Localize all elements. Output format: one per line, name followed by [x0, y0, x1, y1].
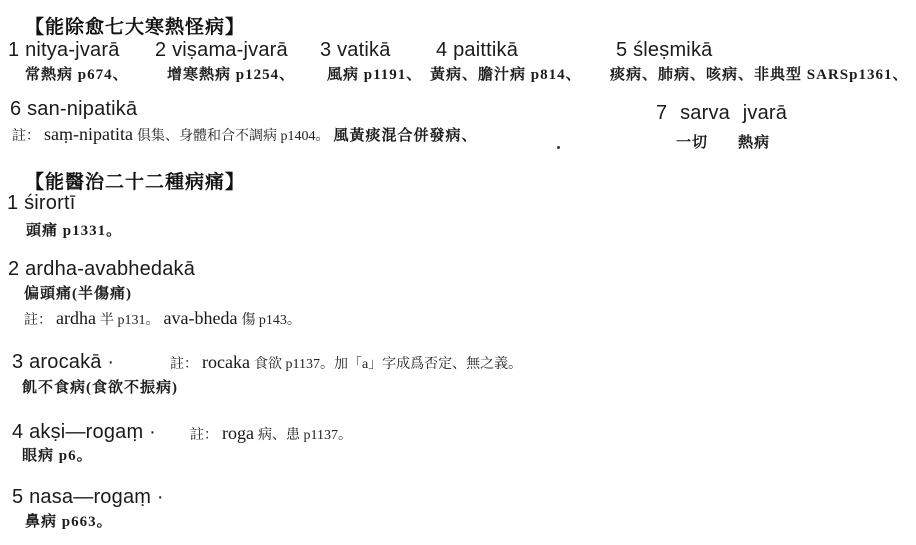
disease-term-1: 1 nitya-jvarā [8, 39, 120, 61]
disease-gloss-3: 風病 p1191、 [327, 67, 423, 83]
note-text: 俱集、身體和合不調病 p1404。 [136, 129, 330, 144]
note-term-latin: saṃ-nipatita [44, 124, 133, 144]
ailment-gloss-1: 頭痛 p1331。 [26, 223, 123, 239]
disease-gloss-1: 常熱病 p674、 [25, 67, 129, 83]
ailment-term-1: 1 śirortī [7, 192, 76, 214]
note-label: 註： [170, 357, 198, 372]
note-label: 註： [24, 313, 52, 328]
ailment-term-4: 4 akṣi—rogaṃ · [12, 421, 156, 443]
section2-heading: 【能醫治二十二種病痛】 [25, 172, 246, 193]
note-term-latin-1: ardha [56, 308, 96, 328]
ailment-gloss-4: 眼病 p6。 [22, 448, 93, 464]
note-text: 病、患 p1137。 [257, 428, 352, 443]
ailment-gloss-5: 鼻病 p663。 [25, 514, 113, 530]
disease-gloss-7 [676, 131, 770, 152]
disease-term-2: 2 viṣama-jvarā [155, 39, 288, 61]
ailment-gloss-2: 偏頭痛(半傷痛) [24, 286, 132, 302]
disease-term-5: 5 śleṣmikā [616, 39, 713, 61]
ink-speck [557, 146, 560, 149]
disease-term-7: 7 sarva jvarā [656, 102, 788, 124]
gloss-part-1: 一切 [676, 135, 709, 151]
disease-gloss-2: 增寒熱病 p1254、 [167, 67, 296, 83]
note-text-2: 傷 p143。 [241, 313, 301, 328]
disease-term-3: 3 vatikā [320, 39, 391, 61]
ailment-term-2: 2 ardha-avabhedakā [8, 258, 196, 280]
note-label: 註： [190, 428, 218, 443]
disease-term-6: 6 san-nipatikā [10, 98, 138, 120]
note-term-latin-2: ava-bheda [163, 308, 238, 328]
ailment-note-4 [190, 423, 352, 444]
disease-gloss-4: 黃病、膽汁病 p814、 [430, 67, 582, 83]
ailment-note-3 [170, 352, 522, 373]
note-text-1: 半 p131。 [99, 313, 160, 328]
ailment-note-2 [24, 308, 301, 329]
disease-gloss-5: 痰病、肺病、咳病、非典型 SARSp1361、 [610, 67, 909, 83]
note-bold-text: 風黃痰混合併發病、 [333, 128, 478, 144]
ailment-gloss-3: 飢不食病(食欲不振病) [22, 380, 178, 396]
ailment-term-5: 5 nasa—rogaṃ · [12, 486, 164, 508]
note-term-latin: rocaka [202, 352, 250, 372]
note-term-latin: roga [222, 423, 254, 443]
ailment-term-3: 3 arocakā · [12, 351, 115, 373]
section1-heading: 【能除愈七大寒熱怪病】 [25, 17, 246, 38]
gloss-part-2: 熱病 [738, 135, 771, 151]
note-text: 食欲 p1137。加「a」字成爲否定、無之義。 [253, 357, 523, 372]
disease-term-4: 4 paittikā [436, 39, 519, 61]
disease-note-6 [12, 124, 478, 145]
note-label: 註： [12, 129, 40, 144]
